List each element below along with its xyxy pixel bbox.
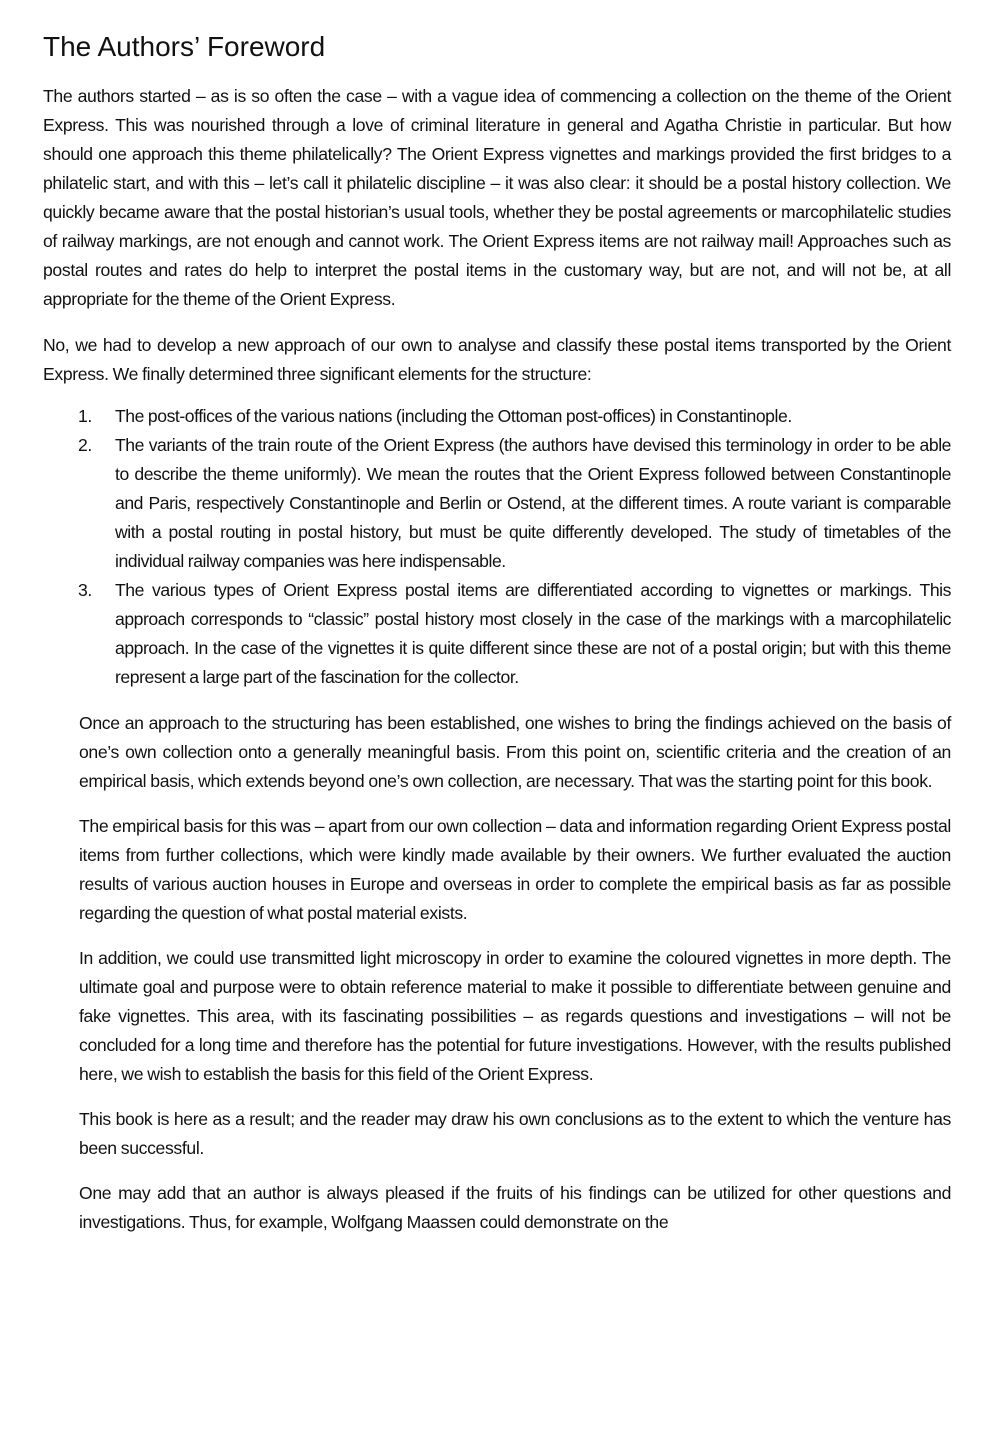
paragraph-microscopy: In addition, we could use transmitted light microscopy in order to examine the coloured vignettes in more depth. The ultimate goal and purpose were to obtain reference material to make it possible to differentiate between genuine and fake vignettes. This area, with its fascinating possibilities – as regards questions and investigations – will not be concluded for a long time and therefore has the potential for future investigations. However, with the results published here, we wish to establish the basis for this field of the Orient Express. bbox=[79, 948, 951, 1084]
page-title: The Authors’ Foreword bbox=[43, 31, 326, 62]
paragraph-structuring: Once an approach to the structuring has been established, one wishes to bring the findings achieved on the basis of one’s own collection onto a generally meaningful basis. From this point on, scientific criteria and the creation of an empirical basis, which extends beyond one’s own collection, are necessary. That was the starting point for this book. bbox=[79, 713, 951, 791]
list-item-text: The variants of the train route of the Orient Express (the authors have devised this terminology in order to be able to describe the theme uniformly). We mean the routes that the Orient Express followed between Constantinople and Paris, respectively Constantinople and Berlin or Ostend, at the different times. A route variant is comparable with a postal routing in postal history, but must be quite differently developed. The study of timetables of the individual railway companies was here indispensable. bbox=[115, 435, 951, 571]
paragraph-result: This book is here as a result; and the reader may draw his own conclusions as to the extent to which the venture has been successful. bbox=[79, 1109, 951, 1158]
paragraph-intro-1: The authors started – as is so often the case – with a vague idea of commencing a collection on the theme of the Orient Express. This was nourished through a love of criminal literature in general and Agatha Christie in particular. But how should one approach this theme philatelically? The Orient Express vignettes and markings provided the first bridges to a philatelic start, and with this – let’s call it philatelic discipline – it was also clear: it should be a postal history collection. We quickly became aware that the postal historian’s usual tools, whether they be postal agreements or marcophilatelic studies of railway markings, are not enough and cannot work. The Orient Express items are not railway mail! Approaches such as postal routes and rates do help to interpret the postal items in the customary way, but are not, and will not be, at all appropriate for the theme of the Orient Express. bbox=[43, 86, 951, 309]
list-item-number: 2. bbox=[78, 435, 92, 455]
list-item-number: 1. bbox=[78, 406, 92, 426]
list-item-text: The post-offices of the various nations (including the Ottoman post-offices) in Constantinople. bbox=[115, 406, 792, 426]
list-item-text: The various types of Orient Express postal items are differentiated according to vignettes or markings. This approach corresponds to “classic” postal history most closely in the case of the markings with a marcophilatelic approach. In the case of the vignettes it is quite different since these are not of a postal origin; but with this theme represent a large part of the fascination for the collector. bbox=[115, 580, 951, 687]
list-item bbox=[43, 431, 951, 576]
list-item bbox=[43, 576, 951, 692]
document-page bbox=[43, 0, 951, 1237]
list-item-number: 3. bbox=[78, 580, 92, 600]
structure-elements-list bbox=[43, 402, 951, 692]
paragraph-empirical-basis: The empirical basis for this was – apart from our own collection – data and information regarding Orient Express postal items from further collections, which were kindly made available by their owners. We further evaluated the auction results of various auction houses in Europe and overseas in order to complete the empirical basis as far as possible regarding the question of what postal material exists. bbox=[79, 816, 951, 923]
paragraph-closing: One may add that an author is always pleased if the fruits of his findings can be utilized for other questions and investigations. Thus, for example, Wolfgang Maassen could demonstrate on the bbox=[79, 1183, 951, 1232]
paragraph-intro-2: No, we had to develop a new approach of our own to analyse and classify these postal items transported by the Orient Express. We finally determined three significant elements for the structure: bbox=[43, 335, 951, 384]
indented-body bbox=[79, 709, 951, 1237]
list-item bbox=[43, 402, 951, 431]
